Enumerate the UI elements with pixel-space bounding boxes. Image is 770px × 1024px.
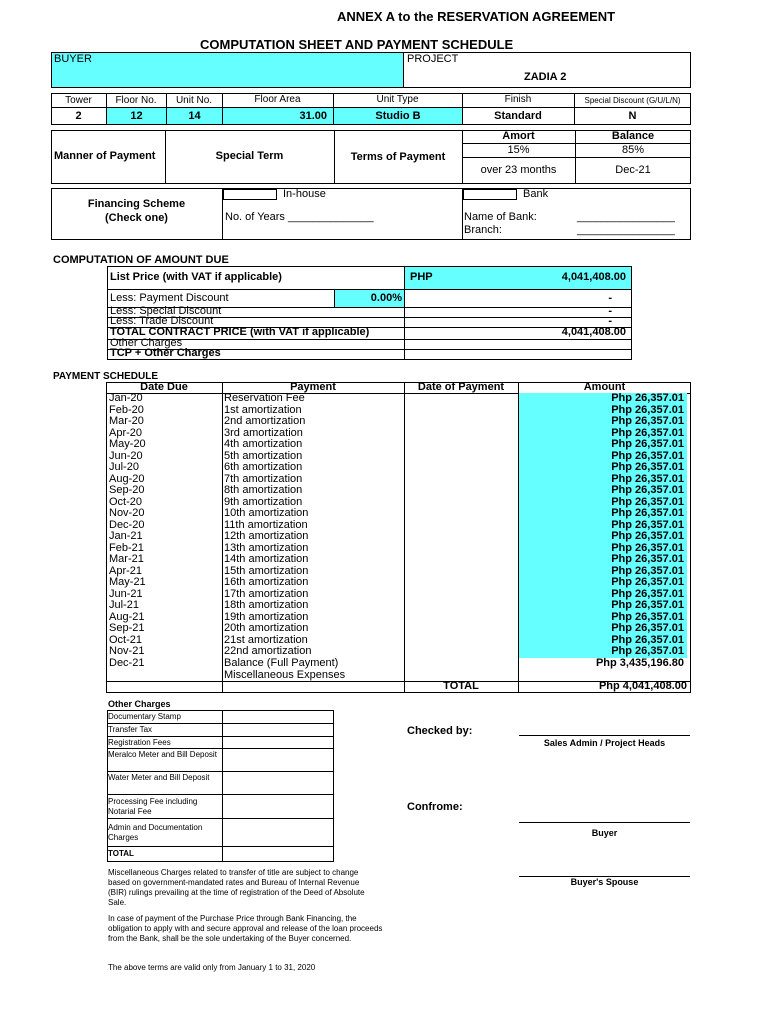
schedule-amount: Php 26,357.01 <box>519 566 687 578</box>
header-tower: Tower <box>65 95 92 106</box>
schedule-payment: 21st amortization <box>224 633 308 646</box>
schedule-date: Nov-21 <box>109 645 145 657</box>
schedule-date: May-21 <box>109 576 146 588</box>
schedule-row <box>107 531 690 543</box>
schedule-row <box>107 393 690 405</box>
payment-discount-value: - <box>608 292 612 304</box>
value-special-discount: N <box>628 110 637 122</box>
value-unit-no[interactable]: 14 <box>167 108 222 124</box>
schedule-date: Jan-21 <box>109 530 143 542</box>
years-field[interactable]: No. of Years ______________ <box>225 211 374 223</box>
schedule-date: Jan-20 <box>109 392 143 404</box>
spouse-signature: Buyer's Spouse <box>570 877 639 887</box>
schedule-row <box>107 554 690 566</box>
validity-note: The above terms are valid only from January 1 to 31, 2020 <box>108 963 316 972</box>
currency-label: PHP <box>410 271 433 283</box>
schedule-date: Feb-20 <box>109 403 144 416</box>
schedule-date: Aug-21 <box>109 610 145 623</box>
schedule-row <box>107 428 690 440</box>
schedule-row <box>107 439 690 451</box>
bank-name-label: Name of Bank: <box>464 211 537 223</box>
oc-admin-charges: Admin and Documentation Charges <box>108 823 203 842</box>
schedule-row <box>107 543 690 555</box>
schedule-payment: 22nd amortization <box>224 645 312 657</box>
bank-financing-note: In case of payment of the Purchase Price through Bank Financing, the obligation to apply with and secure approval and release of the loan proceeds from the Bank, shall be the sole undertaking of the Buyer concerned. <box>108 914 383 943</box>
other-charges-label: Other Charges <box>110 337 183 349</box>
project-label: PROJECT <box>407 53 459 65</box>
value-finish: Standard <box>494 110 542 122</box>
branch-field[interactable]: ________________ <box>577 224 675 236</box>
schedule-payment: 5th amortization <box>224 449 303 462</box>
branch-label: Branch: <box>464 224 502 236</box>
schedule-amount: Php 26,357.01 <box>519 531 687 543</box>
misc-charges-note: Miscellaneous Charges related to transfer of title are subject to change based on government-mandated rates and Bureau of Internal Revenue (BIR) rulings prevailing at the time of registration of the Deed of Absolute Sale. <box>108 868 365 907</box>
special-discount-label: Less: Special Discount <box>110 305 222 317</box>
tcp-label: TOTAL CONTRACT PRICE (with VAT if applicable) <box>110 326 370 338</box>
schedule-payment: 13th amortization <box>224 541 309 554</box>
schedule-title: PAYMENT SCHEDULE <box>53 371 159 382</box>
schedule-date: Nov-20 <box>109 507 145 519</box>
schedule-row <box>107 416 690 428</box>
schedule-row <box>107 589 690 601</box>
schedule-payment: 1st amortization <box>224 403 302 416</box>
schedule-row <box>107 451 690 463</box>
schedule-date: Jun-20 <box>109 449 143 462</box>
header-finish: Finish <box>504 94 532 105</box>
schedule-row <box>107 474 690 486</box>
sales-admin-signature: Sales Admin / Project Heads <box>543 738 666 748</box>
bank-checkbox[interactable] <box>463 189 517 200</box>
schedule-date: Mar-20 <box>109 415 144 427</box>
schedule-row <box>107 600 690 612</box>
payment-discount-label: Less: Payment Discount <box>110 292 229 304</box>
tcp-value: 4,041,408.00 <box>561 326 626 338</box>
schedule-amount: Php 26,357.01 <box>519 439 687 451</box>
conforme-label: Confrome: <box>407 801 463 813</box>
schedule-amount: Php 26,357.01 <box>519 474 687 486</box>
schedule-row <box>107 612 690 624</box>
schedule-date: Sep-20 <box>109 484 145 496</box>
value-floor-no[interactable]: 12 <box>107 108 166 124</box>
schedule-date: Apr-20 <box>109 426 143 439</box>
amort-period: over 23 months <box>480 164 557 176</box>
schedule-amount: Php 26,357.01 <box>519 462 687 474</box>
schedule-amount: Php 26,357.01 <box>519 554 687 566</box>
schedule-amount: Php 26,357.01 <box>519 520 687 532</box>
schedule-date: Oct-21 <box>109 633 143 646</box>
special-term-label: Special Term <box>215 150 284 162</box>
balance-label: Balance <box>611 130 655 142</box>
special-discount-value: - <box>608 305 612 317</box>
schedule-amount: Php 26,357.01 <box>519 600 687 612</box>
list-price-label: List Price (with VAT if applicable) <box>110 271 282 283</box>
oc-meralco-deposit: Meralco Meter and Bill Deposit <box>108 750 217 759</box>
schedule-row <box>107 405 690 417</box>
schedule-row <box>107 577 690 589</box>
schedule-payment: 18th amortization <box>224 599 309 611</box>
schedule-payment: 10th amortization <box>224 507 309 519</box>
header-date-due: Date Due <box>140 381 188 393</box>
schedule-amount: Php 26,357.01 <box>519 497 687 509</box>
amort-label: Amort <box>502 130 535 142</box>
schedule-payment: 17th amortization <box>224 587 309 600</box>
schedule-amount: Php 26,357.01 <box>519 485 687 497</box>
schedule-date: May-20 <box>109 438 146 450</box>
payment-discount-percent: 0.00% <box>370 292 402 304</box>
header-unit-no: Unit No. <box>175 95 213 106</box>
schedule-amount: Php 26,357.01 <box>519 508 687 520</box>
schedule-payment: 2nd amortization <box>224 415 306 427</box>
schedule-date: Oct-20 <box>109 495 143 508</box>
total-value: Php 4,041,408.00 <box>598 680 687 692</box>
schedule-payment: 11th amortization <box>224 518 308 531</box>
amort-percent: 15% <box>507 144 530 156</box>
schedule-date: Mar-21 <box>109 553 144 565</box>
bank-name-field[interactable]: ________________ <box>577 211 675 223</box>
schedule-payment: 6th amortization <box>224 461 303 473</box>
buyer-signature: Buyer <box>591 828 618 838</box>
checked-by-label: Checked by: <box>407 725 473 737</box>
list-price-value: 4,041,408.00 <box>561 271 626 283</box>
schedule-row <box>107 508 690 520</box>
schedule-payment: 3rd amortization <box>224 426 303 439</box>
schedule-payment: 4th amortization <box>224 438 303 450</box>
buyer-field[interactable] <box>51 52 404 88</box>
schedule-payment: 15th amortization <box>224 564 309 577</box>
schedule-date: Jul-21 <box>109 599 139 611</box>
oc-registration-fees: Registration Fees <box>108 738 171 747</box>
check-one-label: (Check one) <box>105 212 168 224</box>
schedule-row <box>107 658 690 670</box>
tcp-other-charges-label: TCP + Other Charges <box>110 347 221 359</box>
schedule-amount: Php 26,357.01 <box>519 405 687 417</box>
financing-scheme-label: Financing Scheme <box>87 198 186 210</box>
schedule-date: Feb-21 <box>109 541 144 554</box>
project-value: ZADIA 2 <box>524 71 567 83</box>
computation-title: COMPUTATION OF AMOUNT DUE <box>53 254 229 266</box>
inhouse-checkbox[interactable] <box>223 189 277 200</box>
terms-of-payment-label: Terms of Payment <box>350 151 446 163</box>
schedule-row <box>107 497 690 509</box>
schedule-date: Dec-20 <box>109 518 145 531</box>
schedule-amount: Php 26,357.01 <box>519 543 687 555</box>
schedule-row <box>107 646 690 658</box>
schedule-payment: 20th amortization <box>224 622 309 634</box>
header-payment: Payment <box>290 381 336 393</box>
schedule-date: Dec-21 <box>109 656 145 669</box>
misc-expenses-label: Miscellaneous Expenses <box>224 669 346 681</box>
value-tower: 2 <box>75 110 82 122</box>
value-floor-area[interactable]: 31.00 <box>223 108 333 124</box>
annex-title: ANNEX A to the RESERVATION AGREEMENT <box>337 9 616 24</box>
schedule-row <box>107 462 690 474</box>
schedule-row <box>107 635 690 647</box>
schedule-amount: Php 26,357.01 <box>519 589 687 601</box>
schedule-payment: 7th amortization <box>224 472 303 485</box>
schedule-payment: 9th amortization <box>224 495 303 508</box>
schedule-date: Apr-21 <box>109 564 143 577</box>
schedule-payment: Balance (Full Payment) <box>224 656 339 669</box>
schedule-amount: Php 26,357.01 <box>519 416 687 428</box>
schedule-date: Aug-20 <box>109 472 145 485</box>
manner-of-payment-label: Manner of Payment <box>54 150 156 162</box>
schedule-amount: Php 26,357.01 <box>519 577 687 589</box>
schedule-payment: Reservation Fee <box>224 392 305 404</box>
header-floor-no: Floor No. <box>115 95 157 106</box>
oc-total: TOTAL <box>108 849 134 858</box>
schedule-amount: Php 26,357.01 <box>519 451 687 463</box>
oc-processing-fee: Processing Fee including Notarial Fee <box>108 797 198 816</box>
schedule-amount: Php 26,357.01 <box>519 635 687 647</box>
balance-date: Dec-21 <box>615 164 651 176</box>
bank-label: Bank <box>523 188 549 200</box>
schedule-payment: 8th amortization <box>224 484 303 496</box>
balance-percent: 85% <box>621 144 645 156</box>
oc-transfer-tax: Transfer Tax <box>108 725 153 734</box>
schedule-amount: Php 26,357.01 <box>519 623 687 635</box>
schedule-row <box>107 566 690 578</box>
header-unit-type: Unit Type <box>376 94 419 105</box>
trade-discount-label: Less: Trade Discount <box>110 315 214 327</box>
inhouse-label: In-house <box>283 188 326 200</box>
schedule-payment: 12th amortization <box>224 530 309 542</box>
header-date-of-payment: Date of Payment <box>417 381 505 393</box>
schedule-amount: Php 26,357.01 <box>519 646 687 658</box>
oc-water-deposit: Water Meter and Bill Deposit <box>108 773 210 782</box>
value-unit-type[interactable]: Studio B <box>334 108 462 124</box>
schedule-amount: Php 26,357.01 <box>519 428 687 440</box>
schedule-date: Jun-21 <box>109 587 143 600</box>
trade-discount-value: - <box>608 315 612 327</box>
other-charges-title: Other Charges <box>108 699 171 709</box>
schedule-row <box>107 520 690 532</box>
sheet-title: COMPUTATION SHEET AND PAYMENT SCHEDULE <box>200 37 514 52</box>
schedule-payment: 16th amortization <box>224 576 309 588</box>
header-amount: Amount <box>583 381 626 393</box>
schedule-amount: Php 3,435,196.80 <box>519 658 687 670</box>
schedule-date: Jul-20 <box>109 461 139 473</box>
schedule-amount: Php 26,357.01 <box>519 393 687 405</box>
schedule-amount: Php 26,357.01 <box>519 612 687 624</box>
header-special-discount: Special Discount (G/U/L/N) <box>584 96 681 105</box>
schedule-row <box>107 485 690 497</box>
header-floor-area: Floor Area <box>254 94 301 105</box>
schedule-payment: 19th amortization <box>224 610 309 623</box>
oc-documentary-stamp: Documentary Stamp <box>108 712 181 721</box>
buyer-label: BUYER <box>54 53 92 65</box>
schedule-row <box>107 623 690 635</box>
total-label: TOTAL <box>443 680 479 692</box>
schedule-payment: 14th amortization <box>224 553 309 565</box>
schedule-date: Sep-21 <box>109 622 145 634</box>
